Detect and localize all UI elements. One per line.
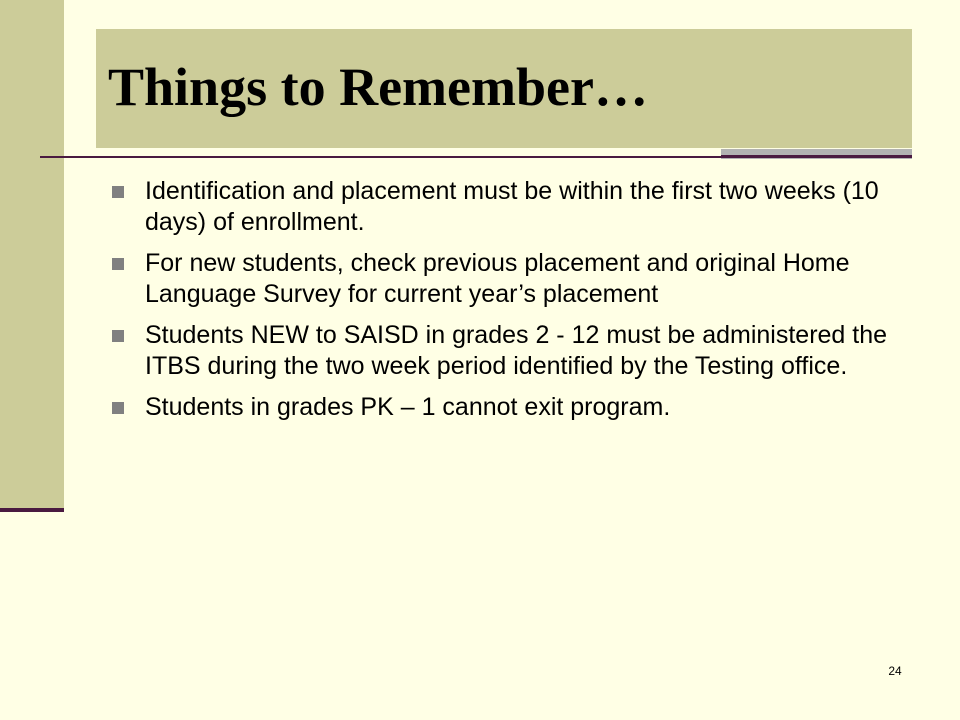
square-bullet-icon: [112, 258, 124, 270]
list-item: [112, 392, 892, 423]
list-item: [112, 320, 892, 382]
slide-title: Things to Remember…: [108, 57, 648, 117]
square-bullet-icon: [112, 402, 124, 414]
left-accent-rule: [0, 508, 64, 512]
bullet-text: Students NEW to SAISD in grades 2 - 12 must be administered the ITBS during the two week period identified by the Testing office.: [145, 321, 888, 380]
list-item: [112, 248, 892, 310]
page-number: 24: [888, 664, 902, 678]
title-underline-accent-line: [721, 155, 912, 158]
list-item: [112, 176, 892, 238]
bullet-text: Students in grades PK – 1 cannot exit program.: [145, 393, 671, 421]
left-accent-bar: [0, 0, 64, 510]
square-bullet-icon: [112, 330, 124, 342]
bullet-text: For new students, check previous placement and original Home Language Survey for current year’s placement: [145, 249, 850, 308]
square-bullet-icon: [112, 186, 124, 198]
bullet-text: Identification and placement must be within the first two weeks (10 days) of enrollment.: [145, 177, 879, 236]
bullet-list: [112, 176, 892, 433]
